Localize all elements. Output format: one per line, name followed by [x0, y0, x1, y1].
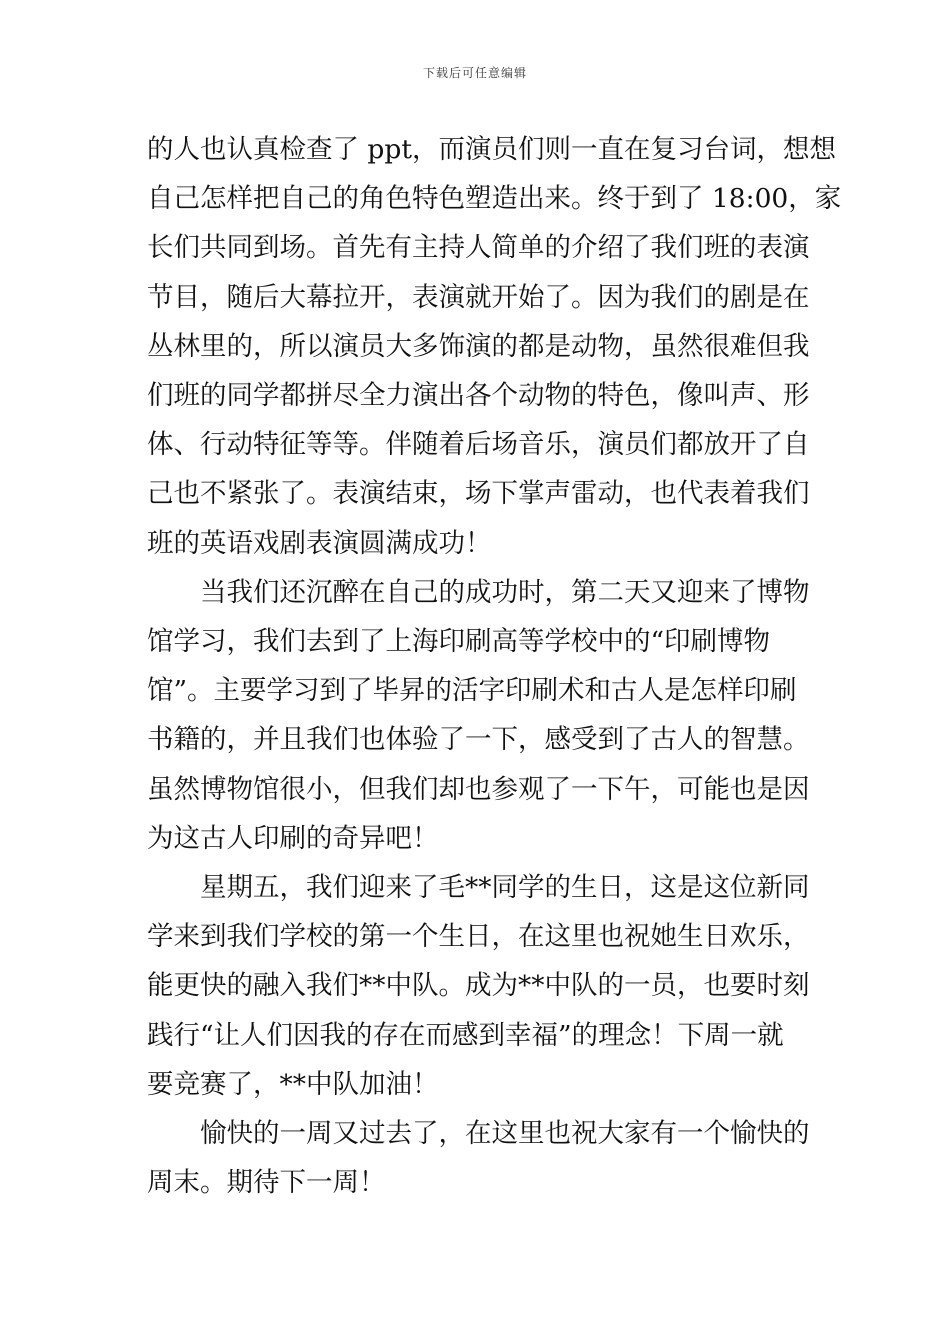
paragraph-museum: [147, 568, 810, 863]
text-line: 馆学习，我们去到了上海印刷高等学校中的“印刷博物: [147, 626, 771, 658]
text-line: 们班的同学都拼尽全力演出各个动物的特色，像叫声、形: [147, 380, 810, 412]
paragraph-closing: [147, 1109, 810, 1207]
text-line: 的人也认真检查了 ppt，而演员们则一直在复习台词，想想: [147, 134, 836, 165]
text-line: 体、行动特征等等。伴随着后场音乐，演员们都放开了自: [147, 429, 810, 461]
text-line: 自己怎样把自己的角色特色塑造出来。终于到了 18:00，家: [147, 183, 842, 215]
text-line: 己也不紧张了。表演结束，场下掌声雷动，也代表着我们: [147, 478, 810, 510]
text-line: 馆”。主要学习到了毕昇的活字印刷术和古人是怎样印刷: [147, 675, 797, 707]
text-line: 当我们还沉醉在自己的成功时，第二天又迎来了博物: [200, 576, 810, 608]
text-line: 要竞赛了，**中队加油！: [147, 1068, 439, 1100]
text-line: 节目，随后大幕拉开，表演就开始了。因为我们的剧是在: [147, 281, 810, 313]
text-line: 虽然博物馆很小，但我们却也参观了一下午，可能也是因: [147, 773, 810, 805]
text-line: 愉快的一周又过去了，在这里也祝大家有一个愉快的: [200, 1118, 810, 1150]
text-line: 周末。期待下一周！: [147, 1167, 386, 1199]
text-line: 践行“让人们因我的存在而感到幸福”的理念！下周一就: [147, 1019, 784, 1051]
text-line: 能更快的融入我们**中队。成为**中队的一员，也要时刻: [147, 970, 810, 1002]
text-line: 长们共同到场。首先有主持人简单的介绍了我们班的表演: [147, 232, 810, 264]
text-line: 学来到我们学校的第一个生日，在这里也祝她生日欢乐，: [147, 921, 810, 953]
paragraph-performance: [147, 125, 842, 568]
page-header-note: 下载后可任意编辑: [422, 66, 527, 80]
text-line: 星期五，我们迎来了毛**同学的生日，这是这位新同: [200, 872, 810, 904]
text-line: 为这古人印刷的奇异吧！: [147, 822, 439, 854]
text-line: 丛林里的，所以演员大多饰演的都是动物，虽然很难但我: [147, 330, 810, 362]
text-line: 班的英语戏剧表演圆满成功！: [147, 527, 492, 559]
paragraph-birthday: [147, 863, 810, 1109]
text-line: 书籍的，并且我们也体验了一下，感受到了古人的智慧。: [147, 724, 810, 756]
document-body: [147, 125, 842, 1207]
